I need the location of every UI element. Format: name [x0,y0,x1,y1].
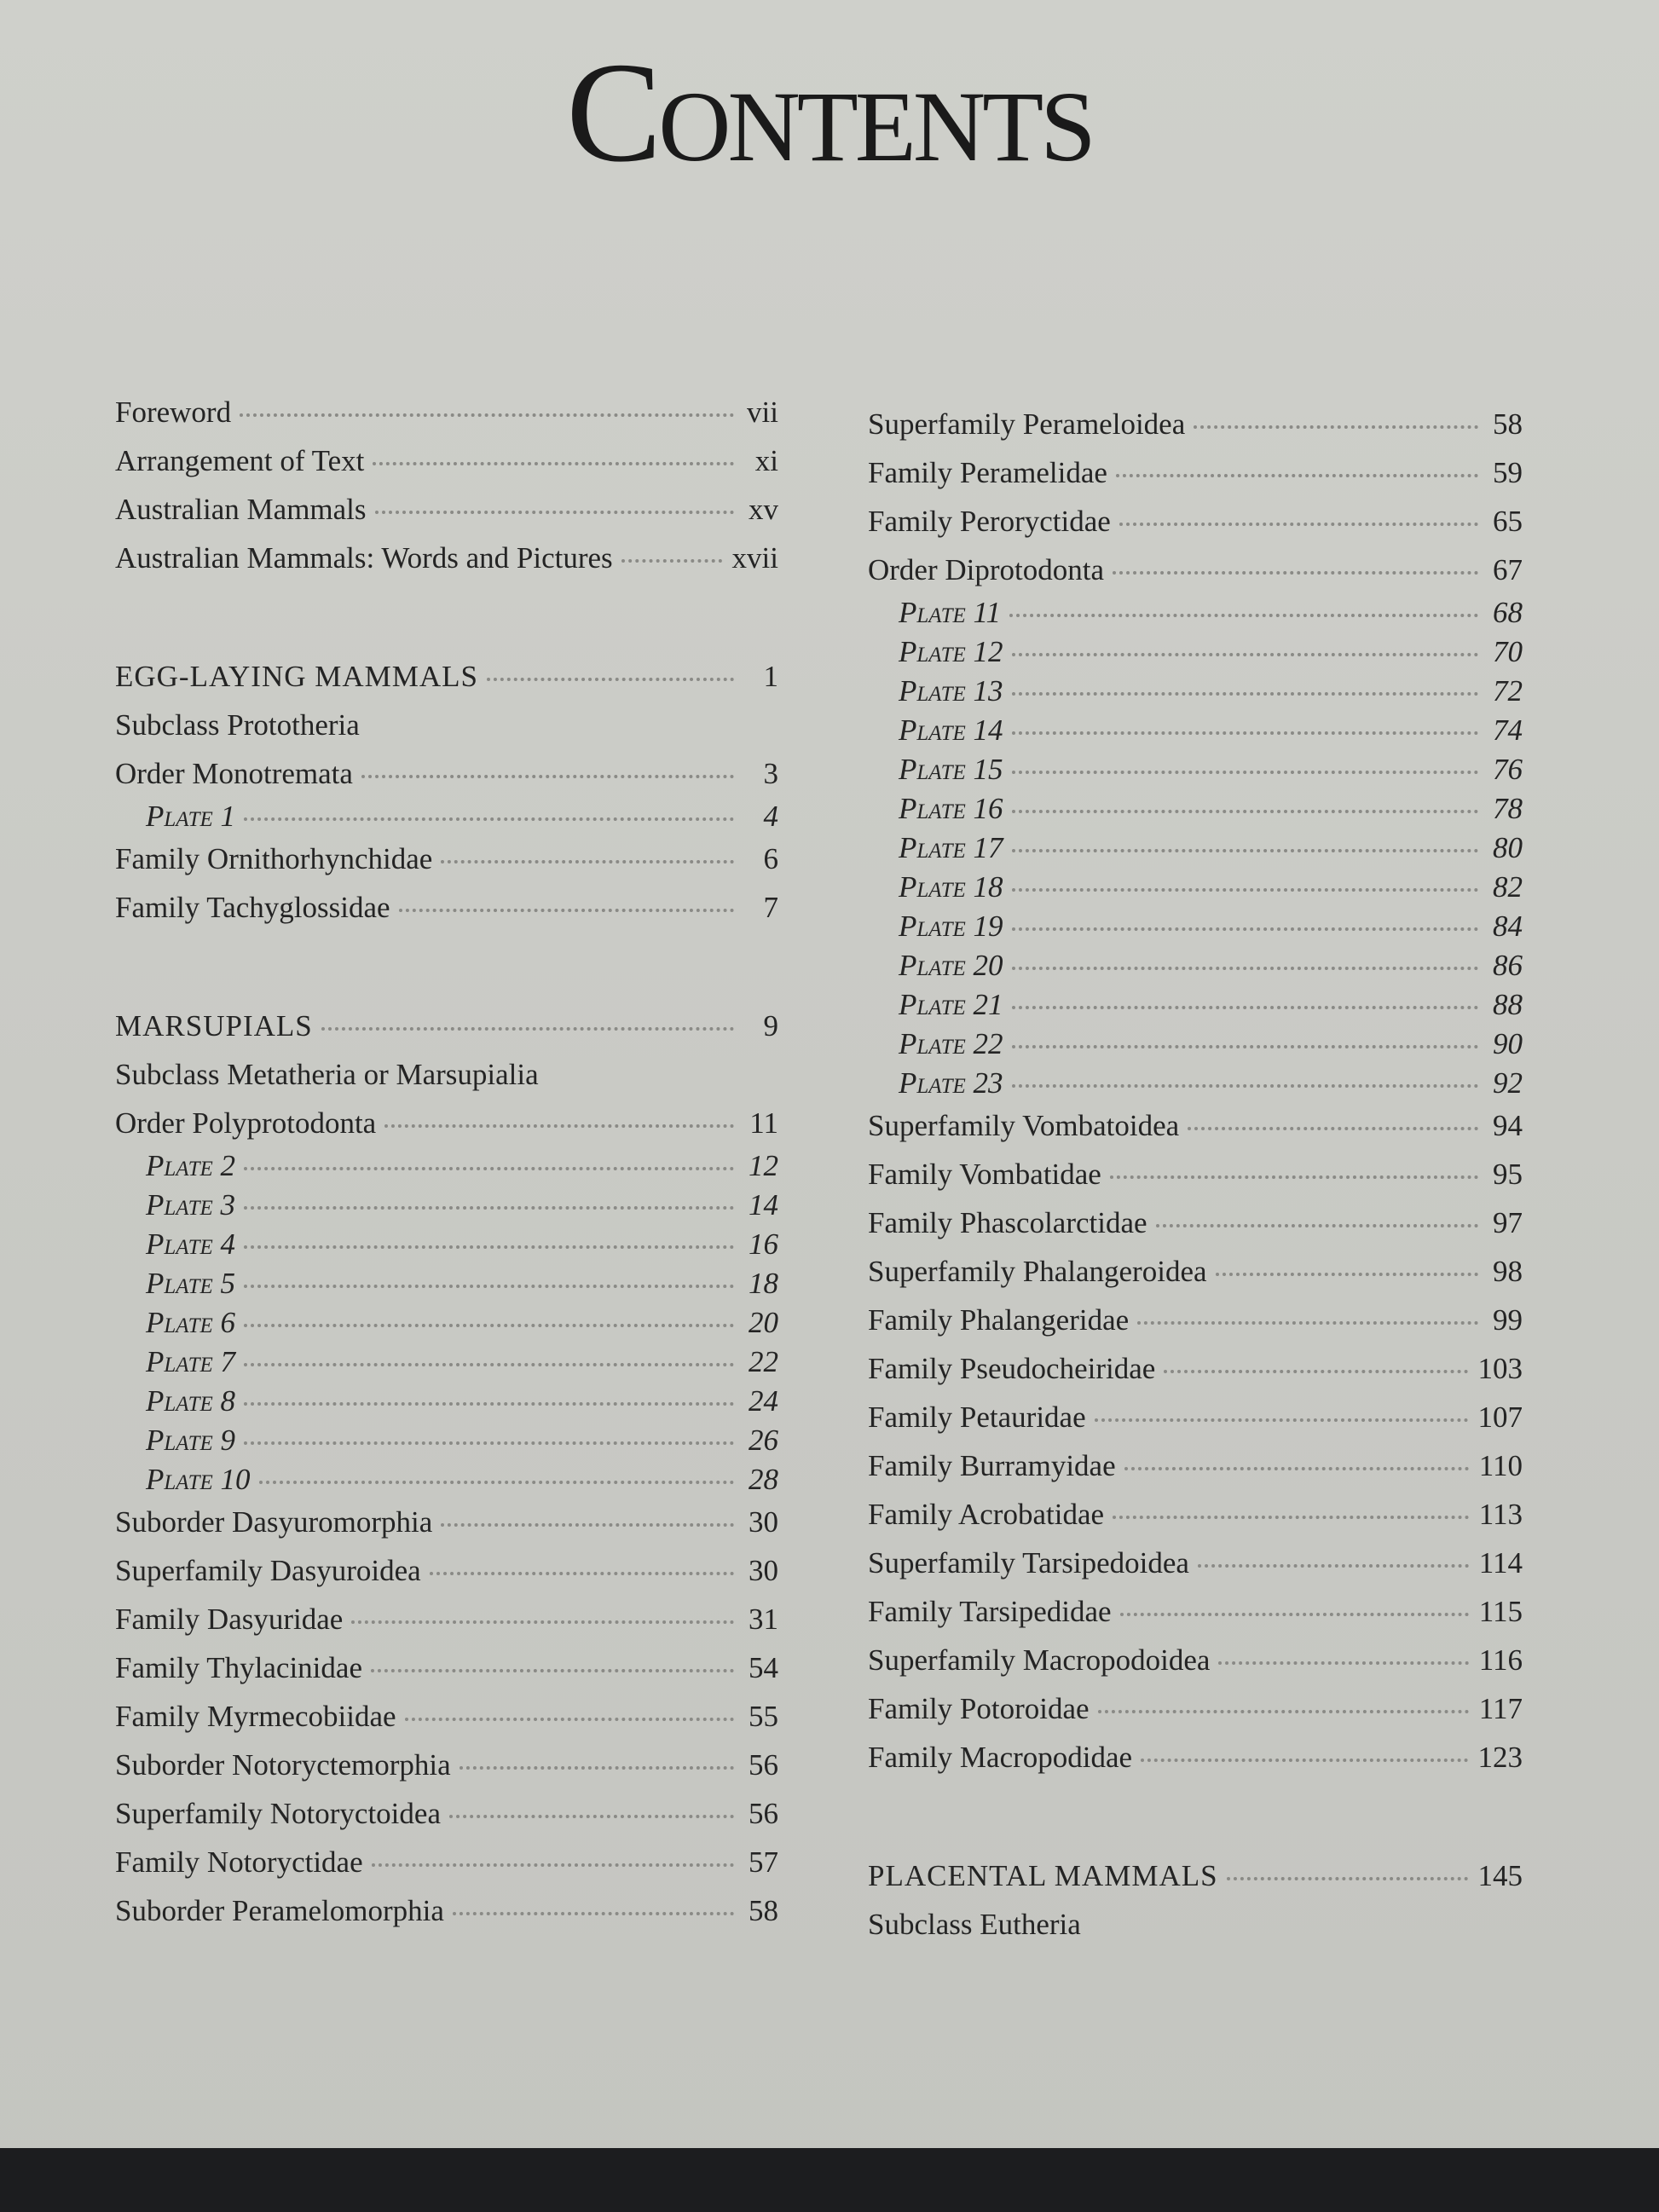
page-number: 90 [1493,1027,1523,1060]
page-number: 78 [1493,792,1523,825]
entry-label: Plate 4 [146,1227,236,1261]
page-number: xv [749,493,778,526]
page-number: 57 [749,1845,778,1879]
entry-label: Foreword [115,396,232,429]
page-number: 68 [1493,596,1523,629]
toc-entry [115,1105,778,1142]
plate-entry [868,986,1523,1024]
toc-entry [868,1447,1523,1485]
entry-label: Family Pseudocheiridae [868,1352,1156,1385]
entry-label: Plate 10 [146,1463,251,1496]
entry-label: Family Acrobatidae [868,1498,1105,1531]
section-heading [868,1857,1523,1895]
section-heading [115,1008,778,1045]
page-number: 18 [749,1267,778,1300]
entry-label: Family Notoryctidae [115,1845,363,1879]
dot-leader [453,1912,734,1915]
dot-leader [1012,967,1478,970]
toc-entry [115,1649,778,1687]
entry-label: Australian Mammals [115,493,367,526]
entry-label: Plate 9 [146,1424,236,1457]
entry-label: Subclass Prototheria [115,708,360,742]
entry-label: Plate 7 [146,1345,236,1378]
plate-entry [115,1187,778,1224]
dot-leader [1012,849,1478,852]
dot-leader [1164,1370,1467,1373]
page-number: 7 [763,891,778,924]
plate-entry [868,751,1523,788]
toc-entry [868,1302,1523,1339]
dot-leader [321,1027,734,1031]
entry-label: Superfamily Macropodoidea [868,1643,1211,1677]
page-title: Contents [566,33,1093,192]
dot-leader [405,1718,734,1721]
page-number: 88 [1493,988,1523,1021]
entry-label: Plate 19 [899,910,1003,943]
entry-label: PLACENTAL MAMMALS [868,1859,1218,1892]
toc-entry [115,1552,778,1590]
dot-leader [430,1572,734,1575]
page-number: 14 [749,1188,778,1222]
entry-label: Plate 16 [899,792,1003,825]
entry-label: Suborder Dasyuromorphia [115,1505,433,1539]
page-number: 72 [1493,674,1523,707]
entry-label: Subclass Metatheria or Marsupialia [115,1058,539,1091]
entry-label: Family Phascolarctidae [868,1206,1147,1239]
entry-label: Plate 5 [146,1267,236,1300]
dot-leader [1218,1661,1468,1665]
entry-label: Order Polyprotodonta [115,1106,377,1140]
dot-leader [1012,771,1478,774]
entry-label: Order Diprotodonta [868,553,1105,586]
page-number: 115 [1478,1595,1523,1628]
dot-leader [1012,1045,1478,1048]
entry-label: Family Myrmecobiidae [115,1700,396,1733]
page-number: 55 [749,1700,778,1733]
plate-entry [868,633,1523,671]
toc-entry [115,442,778,480]
dot-leader [1124,1467,1469,1470]
dot-leader [351,1620,734,1624]
dot-leader [1012,731,1478,735]
dot-leader [1194,425,1478,429]
dot-leader [449,1815,734,1818]
page-number: 92 [1493,1066,1523,1100]
entry-label: Plate 23 [899,1066,1003,1100]
page-number: 30 [749,1554,778,1587]
plate-entry [868,869,1523,906]
dark-background-edge [0,2148,1659,2212]
plate-entry [868,712,1523,749]
page-number: vii [747,396,778,429]
dot-leader [1198,1564,1469,1568]
entry-label: Arrangement of Text [115,444,365,477]
entry-label: Plate 1 [146,800,236,833]
page-number: xvii [731,541,778,575]
entry-label: Family Tarsipedidae [868,1595,1112,1628]
dot-leader [1141,1759,1467,1762]
toc-entry [868,1253,1523,1291]
plate-entry [115,1343,778,1381]
page-number: 58 [1493,407,1523,441]
dot-leader [372,1863,734,1867]
dot-leader [1216,1273,1478,1276]
page-number: 1 [763,660,778,693]
page-number: 67 [1493,553,1523,586]
plate-entry [868,1065,1523,1102]
page-number: 94 [1493,1109,1523,1142]
dot-leader [244,1402,734,1406]
entry-label: Plate 11 [899,596,1001,629]
page-number: 145 [1477,1859,1523,1892]
plate-entry [868,829,1523,867]
page-number: 110 [1478,1449,1523,1482]
toc-entry [868,1739,1523,1776]
entry-label: Superfamily Tarsipedoidea [868,1546,1189,1580]
dot-leader [1188,1127,1478,1130]
dot-leader [244,1285,734,1288]
toc-entry [115,540,778,577]
plate-entry [868,1025,1523,1063]
page-number: 16 [749,1227,778,1261]
page-number: 123 [1477,1741,1523,1774]
page-number: 114 [1478,1546,1523,1580]
entry-label: Family Macropodidae [868,1741,1133,1774]
entry-label: Plate 13 [899,674,1003,707]
dot-leader [240,413,734,417]
dot-leader [1113,571,1478,575]
toc-entry [115,889,778,927]
entry-label: Plate 22 [899,1027,1003,1060]
page-number: 76 [1493,753,1523,786]
entry-label: Superfamily Notoryctoidea [115,1797,441,1830]
toc-entry [115,707,778,744]
toc-entry [868,406,1523,443]
entry-label: Plate 18 [899,870,1003,904]
entry-label: Plate 21 [899,988,1003,1021]
entry-label: Plate 17 [899,831,1003,864]
dot-leader [1095,1418,1468,1422]
dot-leader [1116,474,1478,477]
page-number: 56 [749,1748,778,1782]
dot-leader [244,1324,734,1327]
plate-entry [868,594,1523,632]
dot-leader [1012,888,1478,892]
plate-entry [868,790,1523,828]
page-number: 20 [749,1306,778,1339]
plate-entry [115,1147,778,1185]
entry-label: Subclass Eutheria [868,1908,1081,1941]
page-number: 82 [1493,870,1523,904]
entry-label: Family Phalangeridae [868,1303,1130,1337]
page-number: 28 [749,1463,778,1496]
dot-leader [1113,1516,1469,1519]
page-number: 59 [1493,456,1523,489]
dot-leader [371,1669,734,1672]
entry-label: Superfamily Phalangeroidea [868,1255,1207,1288]
entry-label: Superfamily Perameloidea [868,407,1186,441]
entry-label: Australian Mammals: Words and Pictures [115,541,613,575]
page-number: 3 [763,757,778,790]
toc-entry [115,1747,778,1784]
toc-entry [115,1892,778,1930]
page-number: 99 [1493,1303,1523,1337]
toc-entry [868,1399,1523,1436]
entry-label: Superfamily Vombatoidea [868,1109,1180,1142]
dot-leader [1012,810,1478,813]
plate-entry [868,947,1523,985]
dot-leader [244,1206,734,1210]
page-number: 95 [1493,1158,1523,1191]
entry-label: Superfamily Dasyuroidea [115,1554,421,1587]
page-number: 22 [749,1345,778,1378]
entry-label: Family Ornithorhynchidae [115,842,433,875]
dot-leader [1012,1084,1478,1088]
toc-entry [868,1906,1523,1943]
toc-entry [115,1056,778,1094]
entry-label: Family Petauridae [868,1401,1086,1434]
dot-leader [1012,927,1478,931]
toc-entry [868,1690,1523,1728]
entry-label: Family Peramelidae [868,456,1107,489]
toc-entry [868,1642,1523,1679]
page-number: 9 [763,1009,778,1042]
toc-entry [868,454,1523,492]
dot-leader [1227,1877,1468,1880]
dot-leader [375,511,734,514]
dot-leader [1110,1175,1478,1179]
entry-label: Plate 15 [899,753,1003,786]
page-number: 6 [763,842,778,875]
toc-entry [115,755,778,793]
page-number: 30 [749,1505,778,1539]
dot-leader [621,559,722,563]
entry-label: Plate 14 [899,713,1003,747]
section-heading [115,658,778,696]
page-number: 11 [749,1106,778,1140]
plate-entry [115,1226,778,1263]
toc-entry [868,1496,1523,1533]
toc-entry [115,1795,778,1833]
entry-label: Plate 12 [899,635,1003,668]
dot-leader [1012,653,1478,656]
entry-label: Family Dasyuridae [115,1603,344,1636]
page-number: 116 [1478,1643,1523,1677]
page-number: 54 [749,1651,778,1684]
page-number: 70 [1493,635,1523,668]
entry-label: Family Peroryctidae [868,505,1111,538]
entry-label: MARSUPIALS [115,1009,313,1042]
dot-leader [244,1441,734,1445]
page-number: 74 [1493,713,1523,747]
entry-label: Suborder Peramelomorphia [115,1894,444,1927]
entry-label: Suborder Notoryctemorphia [115,1748,451,1782]
page-number: 117 [1478,1692,1523,1725]
page-number: 107 [1477,1401,1523,1434]
page-number: 12 [749,1149,778,1182]
page-number: 58 [749,1894,778,1927]
page-number: 4 [763,800,778,833]
entry-label: Plate 8 [146,1384,236,1418]
dot-leader [441,860,734,863]
dot-leader [361,775,734,778]
page-number: 84 [1493,910,1523,943]
entry-label: Family Tachyglossidae [115,891,390,924]
dot-leader [1012,1006,1478,1009]
toc-entry [115,1601,778,1638]
toc-entry [868,1107,1523,1145]
entry-label: Family Thylacinidae [115,1651,362,1684]
page-number: 65 [1493,505,1523,538]
dot-leader [460,1766,734,1770]
dot-leader [244,817,734,821]
dot-leader [1098,1710,1469,1713]
plate-entry [115,1265,778,1302]
dot-leader [244,1245,734,1249]
page-number: 97 [1493,1206,1523,1239]
plate-entry [115,1461,778,1499]
entry-label: Plate 20 [899,949,1003,982]
dot-leader [399,909,734,912]
entry-label: Plate 6 [146,1306,236,1339]
toc-entry [115,1504,778,1541]
page-number: 86 [1493,949,1523,982]
dot-leader [1009,614,1478,617]
page-number: 80 [1493,831,1523,864]
dot-leader [487,678,734,681]
plate-entry [868,908,1523,945]
page-number: 56 [749,1797,778,1830]
entry-label: Family Potoroidae [868,1692,1090,1725]
toc-entry [115,394,778,431]
page-number: 26 [749,1424,778,1457]
dot-leader [244,1167,734,1170]
dot-leader [244,1363,734,1366]
toc-entry [868,1593,1523,1631]
toc-entry [868,1545,1523,1582]
entry-label: Family Vombatidae [868,1158,1101,1191]
dot-leader [1120,1613,1469,1616]
dot-leader [1156,1224,1478,1227]
toc-entry [115,1698,778,1736]
page-number: xi [754,444,778,477]
entry-label: Order Monotremata [115,757,353,790]
entry-label: EGG-LAYING MAMMALS [115,660,479,693]
dot-leader [373,462,734,465]
toc-entry [115,840,778,878]
page-number: 98 [1493,1255,1523,1288]
toc-entry [868,552,1523,589]
entry-label: Family Burramyidae [868,1449,1116,1482]
dot-leader [1119,523,1478,526]
plate-entry [868,673,1523,710]
dot-leader [259,1481,734,1484]
page-number: 103 [1477,1352,1523,1385]
plate-entry [115,1383,778,1420]
page-number: 113 [1478,1498,1523,1531]
toc-entry [115,1844,778,1881]
toc-entry [868,503,1523,540]
toc-entry [868,1156,1523,1193]
plate-entry [115,1422,778,1459]
page-number: 31 [749,1603,778,1636]
entry-label: Plate 2 [146,1149,236,1182]
dot-leader [1012,692,1478,696]
plate-entry [115,1304,778,1342]
page-number: 24 [749,1384,778,1418]
dot-leader [1137,1321,1478,1325]
dot-leader [384,1124,734,1128]
toc-entry [115,491,778,528]
toc-entry [868,1350,1523,1388]
entry-label: Plate 3 [146,1188,236,1222]
toc-entry [868,1204,1523,1242]
plate-entry [115,798,778,835]
dot-leader [441,1523,734,1527]
